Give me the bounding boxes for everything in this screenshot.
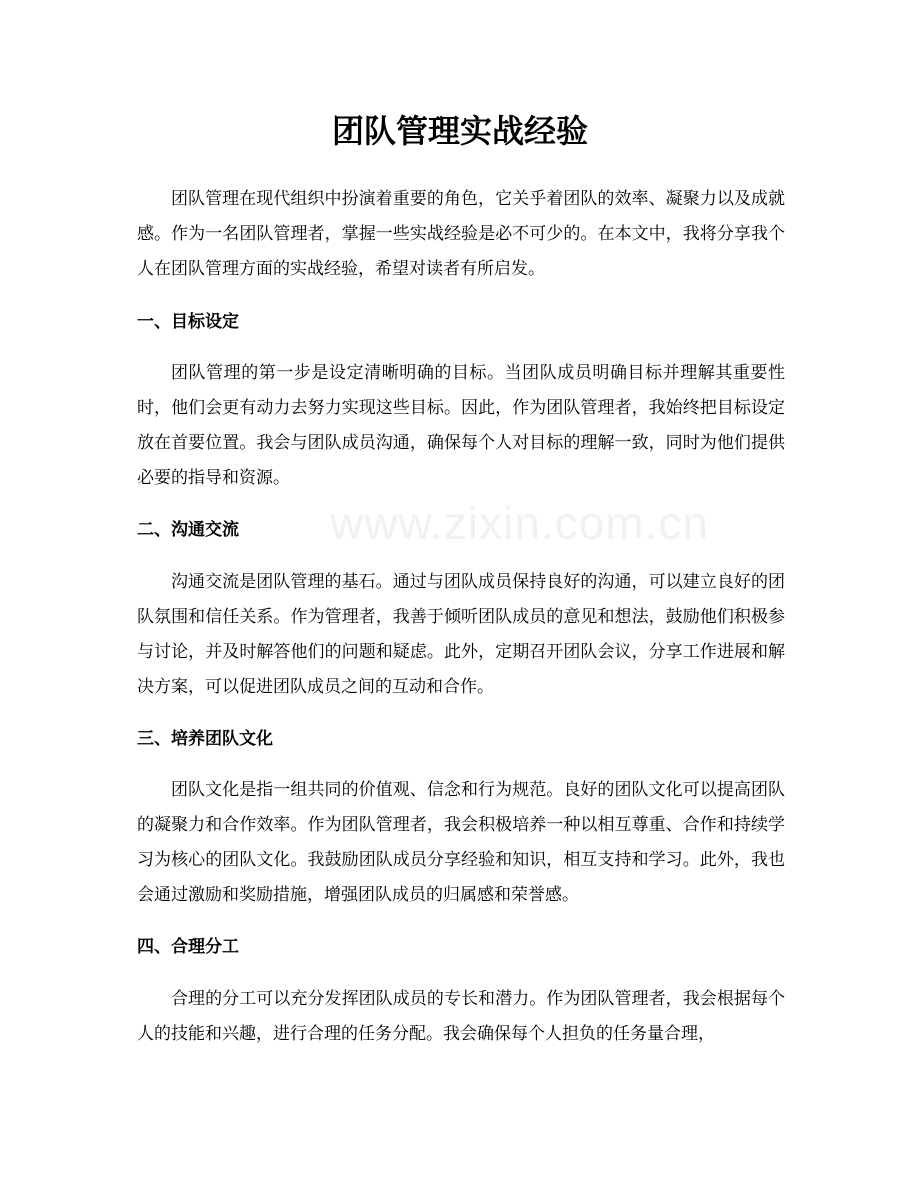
section-heading-communication: 二、沟通交流 — [137, 520, 239, 540]
section-heading-division-of-labor: 四、合理分工 — [137, 937, 239, 957]
page-title: 团队管理实战经验 — [331, 112, 588, 150]
section-heading-team-culture: 三、培养团队文化 — [137, 729, 273, 749]
section-heading-goal-setting: 一、目标设定 — [137, 312, 239, 332]
section-body-team-culture: 团队文化是指一组共同的价值观、信念和行为规范。良好的团队文化可以提高团队的凝聚力和合作效率。作为团队管理者，我会积极培养一种以相互尊重、合作和持续学习为核心的团队文化。我鼓励团队成员分享经验和知识，相互支持和学习。此外，我也会通过激励和奖励措施，增强团队成员的归属感和荣誉感。 — [137, 780, 785, 905]
section-body-division-of-labor: 合理的分工可以充分发挥团队成员的专长和潜力。作为团队管理者，我会根据每个人的技能和兴趣，进行合理的任务分配。我会确保每个人担负的任务量合理， — [137, 989, 785, 1044]
watermark: www.zixin.com.cn — [330, 497, 709, 549]
intro-paragraph: 团队管理在现代组织中扮演着重要的角色，它关乎着团队的效率、凝聚力以及成就感。作为一名团队管理者，掌握一些实战经验是必不可少的。在本文中，我将分享我个人在团队管理方面的实战经验，希望对读者有所启发。 — [137, 189, 785, 279]
section-body-communication: 沟通交流是团队管理的基石。通过与团队成员保持良好的沟通，可以建立良好的团队氛围和信任关系。作为管理者，我善于倾听团队成员的意见和想法，鼓励他们积极参与讨论，并及时解答他们的问题和疑虑。此外，定期召开团队会议，分享工作进展和解决方案，可以促进团队成员之间的互动和合作。 — [137, 572, 785, 697]
section-body-goal-setting: 团队管理的第一步是设定清晰明确的目标。当团队成员明确目标并理解其重要性时，他们会更有动力去努力实现这些目标。因此，作为团队管理者，我始终把目标设定放在首要位置。我会与团队成员沟通，确保每个人对目标的理解一致，同时为他们提供必要的指导和资源。 — [137, 363, 785, 488]
